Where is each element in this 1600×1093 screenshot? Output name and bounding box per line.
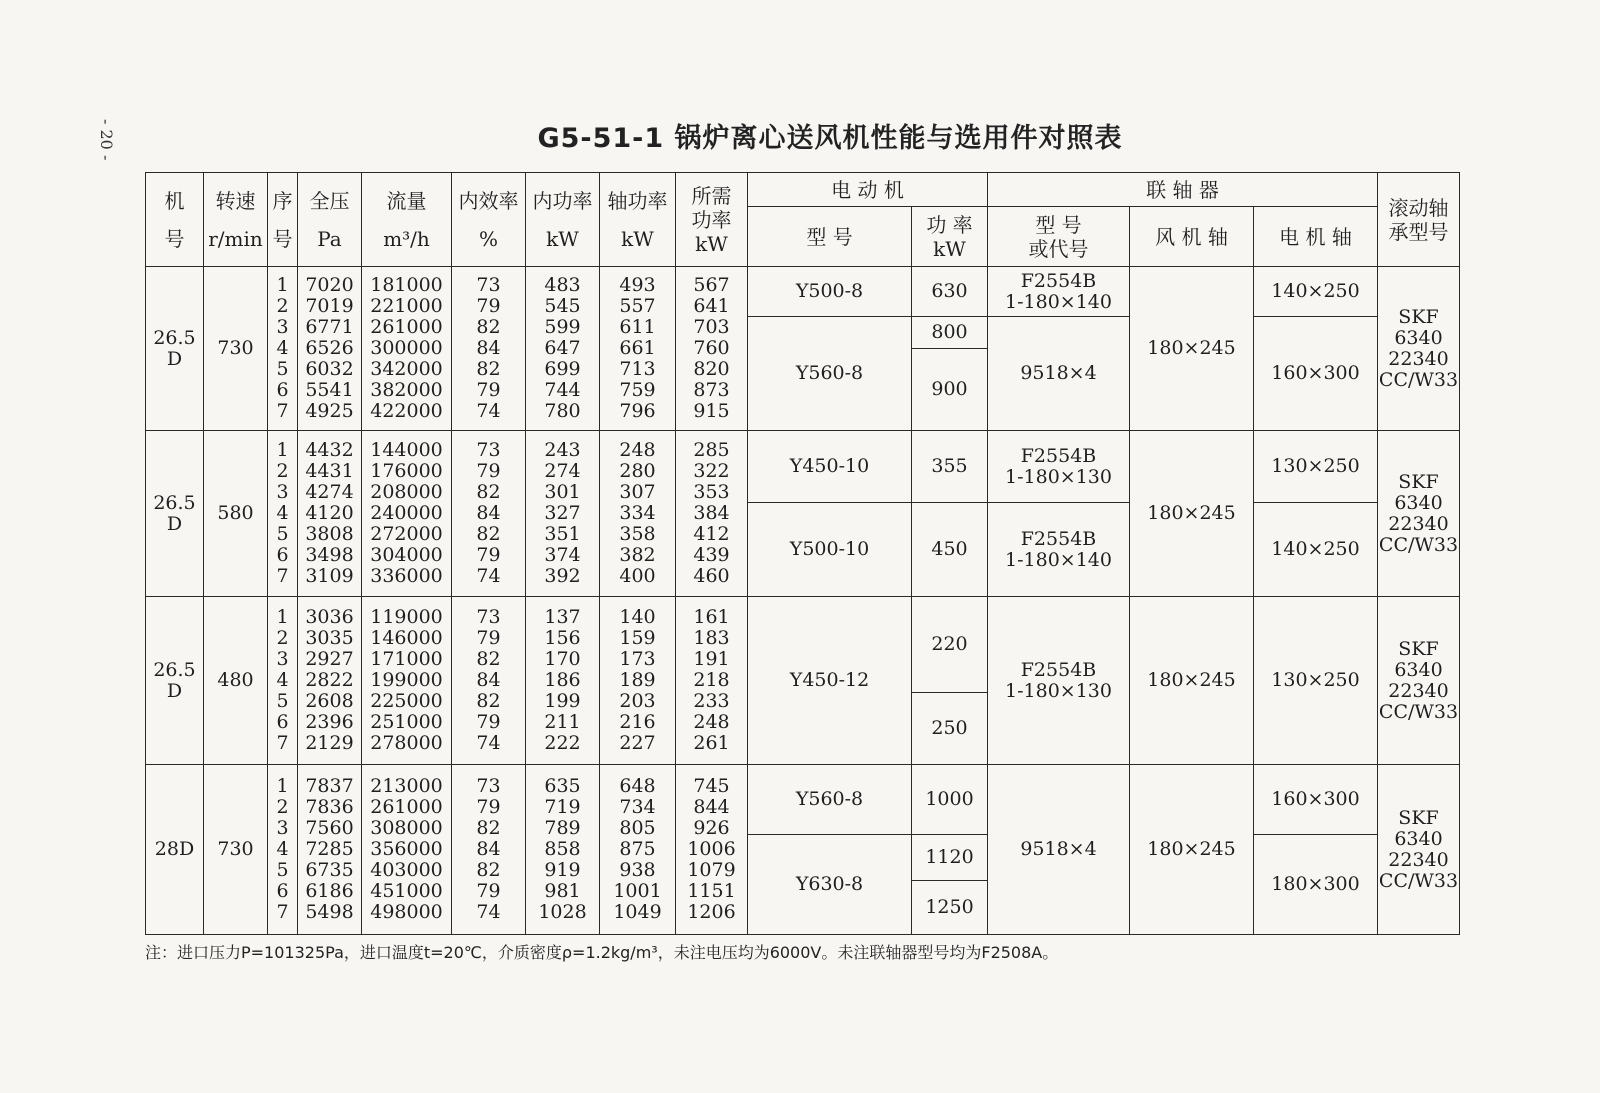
list-value: 274	[544, 460, 581, 482]
list-value: 6771	[305, 316, 354, 338]
list-value: 493	[619, 274, 656, 296]
list-value: 218	[693, 669, 730, 691]
list-value: 2	[276, 796, 289, 818]
motor-model: Y500-8	[748, 267, 912, 317]
required-power-list	[676, 765, 748, 935]
motor-power: 1000	[912, 765, 988, 835]
list-value: 7020	[305, 274, 354, 296]
list-value: 1028	[538, 901, 587, 923]
list-value: 926	[693, 817, 730, 839]
header-coupling: 联 轴 器	[988, 173, 1378, 207]
fan-speed: 480	[204, 597, 268, 765]
fan-model: 26.5 D	[146, 597, 204, 765]
list-value: 545	[544, 295, 581, 317]
list-value: 760	[693, 337, 730, 359]
list-value: 7285	[305, 838, 354, 860]
list-value: 79	[476, 460, 501, 482]
list-value: 285	[693, 439, 730, 461]
list-value: 82	[476, 316, 501, 338]
efficiency-list	[452, 267, 526, 431]
list-value: 6186	[305, 880, 354, 902]
list-value: 82	[476, 523, 501, 545]
list-value: 759	[619, 379, 656, 401]
list-value: 248	[619, 439, 656, 461]
list-value: 191	[693, 648, 730, 670]
list-value: 74	[476, 901, 501, 923]
header-speed: 转速 r/min	[204, 173, 268, 267]
header-coupling-model: 型 号 或代号	[988, 207, 1130, 267]
header-motor-shaft: 电 机 轴	[1254, 207, 1378, 267]
list-value: 6	[276, 379, 289, 401]
list-value: 599	[544, 316, 581, 338]
list-value: 79	[476, 880, 501, 902]
motor-power: 355	[912, 431, 988, 503]
motor-shaft: 160×300	[1254, 317, 1378, 431]
list-value: 647	[544, 337, 581, 359]
list-value: 6526	[305, 337, 354, 359]
pressure-list	[298, 597, 362, 765]
list-value: 181000	[370, 274, 443, 296]
list-value: 243	[544, 439, 581, 461]
list-value: 483	[544, 274, 581, 296]
motor-power: 450	[912, 503, 988, 597]
seq-list	[268, 597, 298, 765]
list-value: 342000	[370, 358, 443, 380]
list-value: 82	[476, 648, 501, 670]
header-pressure: 全压 Pa	[298, 173, 362, 267]
list-value: 374	[544, 544, 581, 566]
bearing: SKF 6340 22340 CC/W33	[1378, 765, 1460, 935]
list-value: 3	[276, 817, 289, 839]
pressure-list	[298, 431, 362, 597]
list-value: 1	[276, 606, 289, 628]
fan-model: 26.5 D	[146, 267, 204, 431]
motor-model: Y560-8	[748, 765, 912, 835]
list-value: 796	[619, 400, 656, 422]
list-value: 5541	[305, 379, 354, 401]
list-value: 322	[693, 460, 730, 482]
list-value: 557	[619, 295, 656, 317]
list-value: 300000	[370, 337, 443, 359]
list-value: 280	[619, 460, 656, 482]
list-value: 74	[476, 732, 501, 754]
list-value: 2822	[305, 669, 354, 691]
list-value: 1049	[613, 901, 662, 923]
flow-list	[362, 431, 452, 597]
list-value: 5	[276, 859, 289, 881]
list-value: 4120	[305, 502, 354, 524]
internal-power-list	[526, 267, 600, 431]
motor-power: 1250	[912, 881, 988, 935]
required-power-list	[676, 597, 748, 765]
list-value: 820	[693, 358, 730, 380]
list-value: 789	[544, 817, 581, 839]
list-value: 82	[476, 481, 501, 503]
list-value: 734	[619, 796, 656, 818]
list-value: 3109	[305, 565, 354, 587]
list-value: 272000	[370, 523, 443, 545]
list-value: 2129	[305, 732, 354, 754]
list-value: 79	[476, 711, 501, 733]
list-value: 1	[276, 775, 289, 797]
motor-model: Y450-10	[748, 431, 912, 503]
list-value: 119000	[370, 606, 443, 628]
list-value: 161	[693, 606, 730, 628]
list-value: 304000	[370, 544, 443, 566]
list-value: 3	[276, 481, 289, 503]
motor-power: 250	[912, 693, 988, 765]
motor-shaft: 140×250	[1254, 267, 1378, 317]
list-value: 4432	[305, 439, 354, 461]
motor-power: 630	[912, 267, 988, 317]
list-value: 308000	[370, 817, 443, 839]
list-value: 805	[619, 817, 656, 839]
fan-shaft: 180×245	[1130, 765, 1254, 935]
list-value: 403000	[370, 859, 443, 881]
list-value: 233	[693, 690, 730, 712]
list-value: 227	[619, 732, 656, 754]
list-value: 137	[544, 606, 581, 628]
list-value: 719	[544, 796, 581, 818]
list-value: 1151	[687, 880, 736, 902]
internal-power-list	[526, 765, 600, 935]
list-value: 5498	[305, 901, 354, 923]
list-value: 73	[476, 439, 501, 461]
motor-power: 1120	[912, 835, 988, 881]
list-value: 222	[544, 732, 581, 754]
list-value: 82	[476, 817, 501, 839]
list-value: 216	[619, 711, 656, 733]
list-value: 3808	[305, 523, 354, 545]
list-value: 140	[619, 606, 656, 628]
header-flow: 流量 m³/h	[362, 173, 452, 267]
motor-shaft: 160×300	[1254, 765, 1378, 835]
list-value: 353	[693, 481, 730, 503]
list-value: 84	[476, 337, 501, 359]
coupling-model: F2554B 1-180×140	[988, 503, 1130, 597]
bearing: SKF 6340 22340 CC/W33	[1378, 267, 1460, 431]
motor-shaft: 140×250	[1254, 503, 1378, 597]
list-value: 186	[544, 669, 581, 691]
list-value: 3036	[305, 606, 354, 628]
list-value: 79	[476, 379, 501, 401]
list-value: 189	[619, 669, 656, 691]
list-value: 713	[619, 358, 656, 380]
list-value: 703	[693, 316, 730, 338]
list-value: 1079	[687, 859, 736, 881]
fan-performance-table	[145, 172, 1460, 935]
list-value: 1	[276, 439, 289, 461]
list-value: 873	[693, 379, 730, 401]
list-value: 1006	[687, 838, 736, 860]
list-value: 159	[619, 627, 656, 649]
motor-model: Y560-8	[748, 317, 912, 431]
list-value: 327	[544, 502, 581, 524]
list-value: 1	[276, 274, 289, 296]
list-value: 82	[476, 859, 501, 881]
flow-list	[362, 597, 452, 765]
list-value: 780	[544, 400, 581, 422]
list-value: 334	[619, 502, 656, 524]
efficiency-list	[452, 597, 526, 765]
fan-model: 26.5 D	[146, 431, 204, 597]
list-value: 261000	[370, 796, 443, 818]
list-value: 176000	[370, 460, 443, 482]
fan-shaft: 180×245	[1130, 597, 1254, 765]
list-value: 745	[693, 775, 730, 797]
header-fan-shaft: 风 机 轴	[1130, 207, 1254, 267]
list-value: 336000	[370, 565, 443, 587]
list-value: 73	[476, 606, 501, 628]
motor-model: Y450-12	[748, 597, 912, 765]
list-value: 6735	[305, 859, 354, 881]
pressure-list	[298, 765, 362, 935]
list-value: 146000	[370, 627, 443, 649]
coupling-model: F2554B 1-180×130	[988, 597, 1130, 765]
seq-list	[268, 431, 298, 597]
list-value: 5	[276, 690, 289, 712]
shaft-power-list	[600, 765, 676, 935]
list-value: 744	[544, 379, 581, 401]
footnote: 注：进口压力P=101325Pa，进口温度t=20℃，介质密度ρ=1.2kg/m³，未注电压均为6000V。未注联轴器型号均为F2508A。	[145, 943, 1059, 962]
internal-power-list	[526, 597, 600, 765]
list-value: 4274	[305, 481, 354, 503]
internal-power-list	[526, 431, 600, 597]
list-value: 171000	[370, 648, 443, 670]
list-value: 661	[619, 337, 656, 359]
list-value: 203	[619, 690, 656, 712]
required-power-list	[676, 431, 748, 597]
list-value: 356000	[370, 838, 443, 860]
header-motor: 电 动 机	[748, 173, 988, 207]
coupling-model: 9518×4	[988, 765, 1130, 935]
bearing: SKF 6340 22340 CC/W33	[1378, 597, 1460, 765]
list-value: 981	[544, 880, 581, 902]
list-value: 2608	[305, 690, 354, 712]
list-value: 382	[619, 544, 656, 566]
motor-power: 220	[912, 597, 988, 693]
list-value: 74	[476, 400, 501, 422]
coupling-model: F2554B 1-180×140	[988, 267, 1130, 317]
motor-shaft: 180×300	[1254, 835, 1378, 935]
shaft-power-list	[600, 267, 676, 431]
list-value: 400	[619, 565, 656, 587]
list-value: 2396	[305, 711, 354, 733]
list-value: 7	[276, 565, 289, 587]
list-value: 451000	[370, 880, 443, 902]
efficiency-list	[452, 765, 526, 935]
list-value: 2	[276, 460, 289, 482]
list-value: 498000	[370, 901, 443, 923]
list-value: 4	[276, 838, 289, 860]
list-value: 73	[476, 775, 501, 797]
list-value: 221000	[370, 295, 443, 317]
list-value: 358	[619, 523, 656, 545]
list-value: 73	[476, 274, 501, 296]
fan-shaft: 180×245	[1130, 431, 1254, 597]
list-value: 84	[476, 838, 501, 860]
list-value: 208000	[370, 481, 443, 503]
bearing: SKF 6340 22340 CC/W33	[1378, 431, 1460, 597]
fan-shaft: 180×245	[1130, 267, 1254, 431]
list-value: 240000	[370, 502, 443, 524]
fan-speed: 730	[204, 267, 268, 431]
list-value: 351	[544, 523, 581, 545]
list-value: 4925	[305, 400, 354, 422]
header-internal-power: 内功率 kW	[526, 173, 600, 267]
list-value: 307	[619, 481, 656, 503]
list-value: 635	[544, 775, 581, 797]
list-value: 170	[544, 648, 581, 670]
list-value: 84	[476, 502, 501, 524]
list-value: 1001	[613, 880, 662, 902]
list-value: 261000	[370, 316, 443, 338]
list-value: 699	[544, 358, 581, 380]
list-value: 5	[276, 358, 289, 380]
header-bearing: 滚动轴 承型号	[1378, 173, 1460, 267]
list-value: 79	[476, 627, 501, 649]
list-value: 4	[276, 337, 289, 359]
list-value: 915	[693, 400, 730, 422]
page-number: - 20 -	[97, 119, 116, 161]
list-value: 611	[619, 316, 656, 338]
required-power-list	[676, 267, 748, 431]
list-value: 79	[476, 544, 501, 566]
fan-speed: 580	[204, 431, 268, 597]
list-value: 3	[276, 316, 289, 338]
fan-model: 28D	[146, 765, 204, 935]
list-value: 74	[476, 565, 501, 587]
list-value: 422000	[370, 400, 443, 422]
list-value: 919	[544, 859, 581, 881]
list-value: 248	[693, 711, 730, 733]
coupling-model: 9518×4	[988, 317, 1130, 431]
list-value: 7	[276, 901, 289, 923]
motor-power: 900	[912, 349, 988, 431]
list-value: 84	[476, 669, 501, 691]
list-value: 79	[476, 796, 501, 818]
motor-model: Y630-8	[748, 835, 912, 935]
shaft-power-list	[600, 431, 676, 597]
list-value: 82	[476, 690, 501, 712]
shaft-power-list	[600, 597, 676, 765]
motor-model: Y500-10	[748, 503, 912, 597]
motor-shaft: 130×250	[1254, 431, 1378, 503]
coupling-model: F2554B 1-180×130	[988, 431, 1130, 503]
list-value: 7837	[305, 775, 354, 797]
list-value: 173	[619, 648, 656, 670]
list-value: 3498	[305, 544, 354, 566]
motor-shaft: 130×250	[1254, 597, 1378, 765]
pressure-list	[298, 267, 362, 431]
motor-power: 800	[912, 317, 988, 349]
list-value: 301	[544, 481, 581, 503]
list-value: 382000	[370, 379, 443, 401]
list-value: 7836	[305, 796, 354, 818]
list-value: 6	[276, 544, 289, 566]
list-value: 2	[276, 627, 289, 649]
header-model: 机 号	[146, 173, 204, 267]
list-value: 4	[276, 669, 289, 691]
list-value: 213000	[370, 775, 443, 797]
header-seq: 序 号	[268, 173, 298, 267]
list-value: 3	[276, 648, 289, 670]
list-value: 3035	[305, 627, 354, 649]
list-value: 199	[544, 690, 581, 712]
header-motor-model: 型 号	[748, 207, 912, 267]
list-value: 412	[693, 523, 730, 545]
header-shaft-power: 轴功率 kW	[600, 173, 676, 267]
efficiency-list	[452, 431, 526, 597]
list-value: 6	[276, 880, 289, 902]
list-value: 384	[693, 502, 730, 524]
list-value: 225000	[370, 690, 443, 712]
list-value: 6032	[305, 358, 354, 380]
list-value: 875	[619, 838, 656, 860]
list-value: 6	[276, 711, 289, 733]
list-value: 1206	[687, 901, 736, 923]
list-value: 183	[693, 627, 730, 649]
list-value: 439	[693, 544, 730, 566]
list-value: 7	[276, 732, 289, 754]
list-value: 4431	[305, 460, 354, 482]
list-value: 7	[276, 400, 289, 422]
header-required-power: 所需 功率 kW	[676, 173, 748, 267]
list-value: 7560	[305, 817, 354, 839]
list-value: 261	[693, 732, 730, 754]
list-value: 844	[693, 796, 730, 818]
list-value: 251000	[370, 711, 443, 733]
seq-list	[268, 267, 298, 431]
seq-list	[268, 765, 298, 935]
flow-list	[362, 267, 452, 431]
list-value: 144000	[370, 439, 443, 461]
list-value: 199000	[370, 669, 443, 691]
list-value: 460	[693, 565, 730, 587]
fan-speed: 730	[204, 765, 268, 935]
header-motor-power: 功 率 kW	[912, 207, 988, 267]
list-value: 392	[544, 565, 581, 587]
list-value: 2927	[305, 648, 354, 670]
list-value: 4	[276, 502, 289, 524]
flow-list	[362, 765, 452, 935]
header-efficiency: 内效率 %	[452, 173, 526, 267]
list-value: 7019	[305, 295, 354, 317]
list-value: 5	[276, 523, 289, 545]
list-value: 938	[619, 859, 656, 881]
list-value: 211	[544, 711, 581, 733]
list-value: 156	[544, 627, 581, 649]
list-value: 79	[476, 295, 501, 317]
page-title: G5-51-1 锅炉离心送风机性能与选用件对照表	[537, 123, 1123, 154]
list-value: 82	[476, 358, 501, 380]
list-value: 2	[276, 295, 289, 317]
list-value: 858	[544, 838, 581, 860]
list-value: 641	[693, 295, 730, 317]
list-value: 278000	[370, 732, 443, 754]
list-value: 648	[619, 775, 656, 797]
list-value: 567	[693, 274, 730, 296]
